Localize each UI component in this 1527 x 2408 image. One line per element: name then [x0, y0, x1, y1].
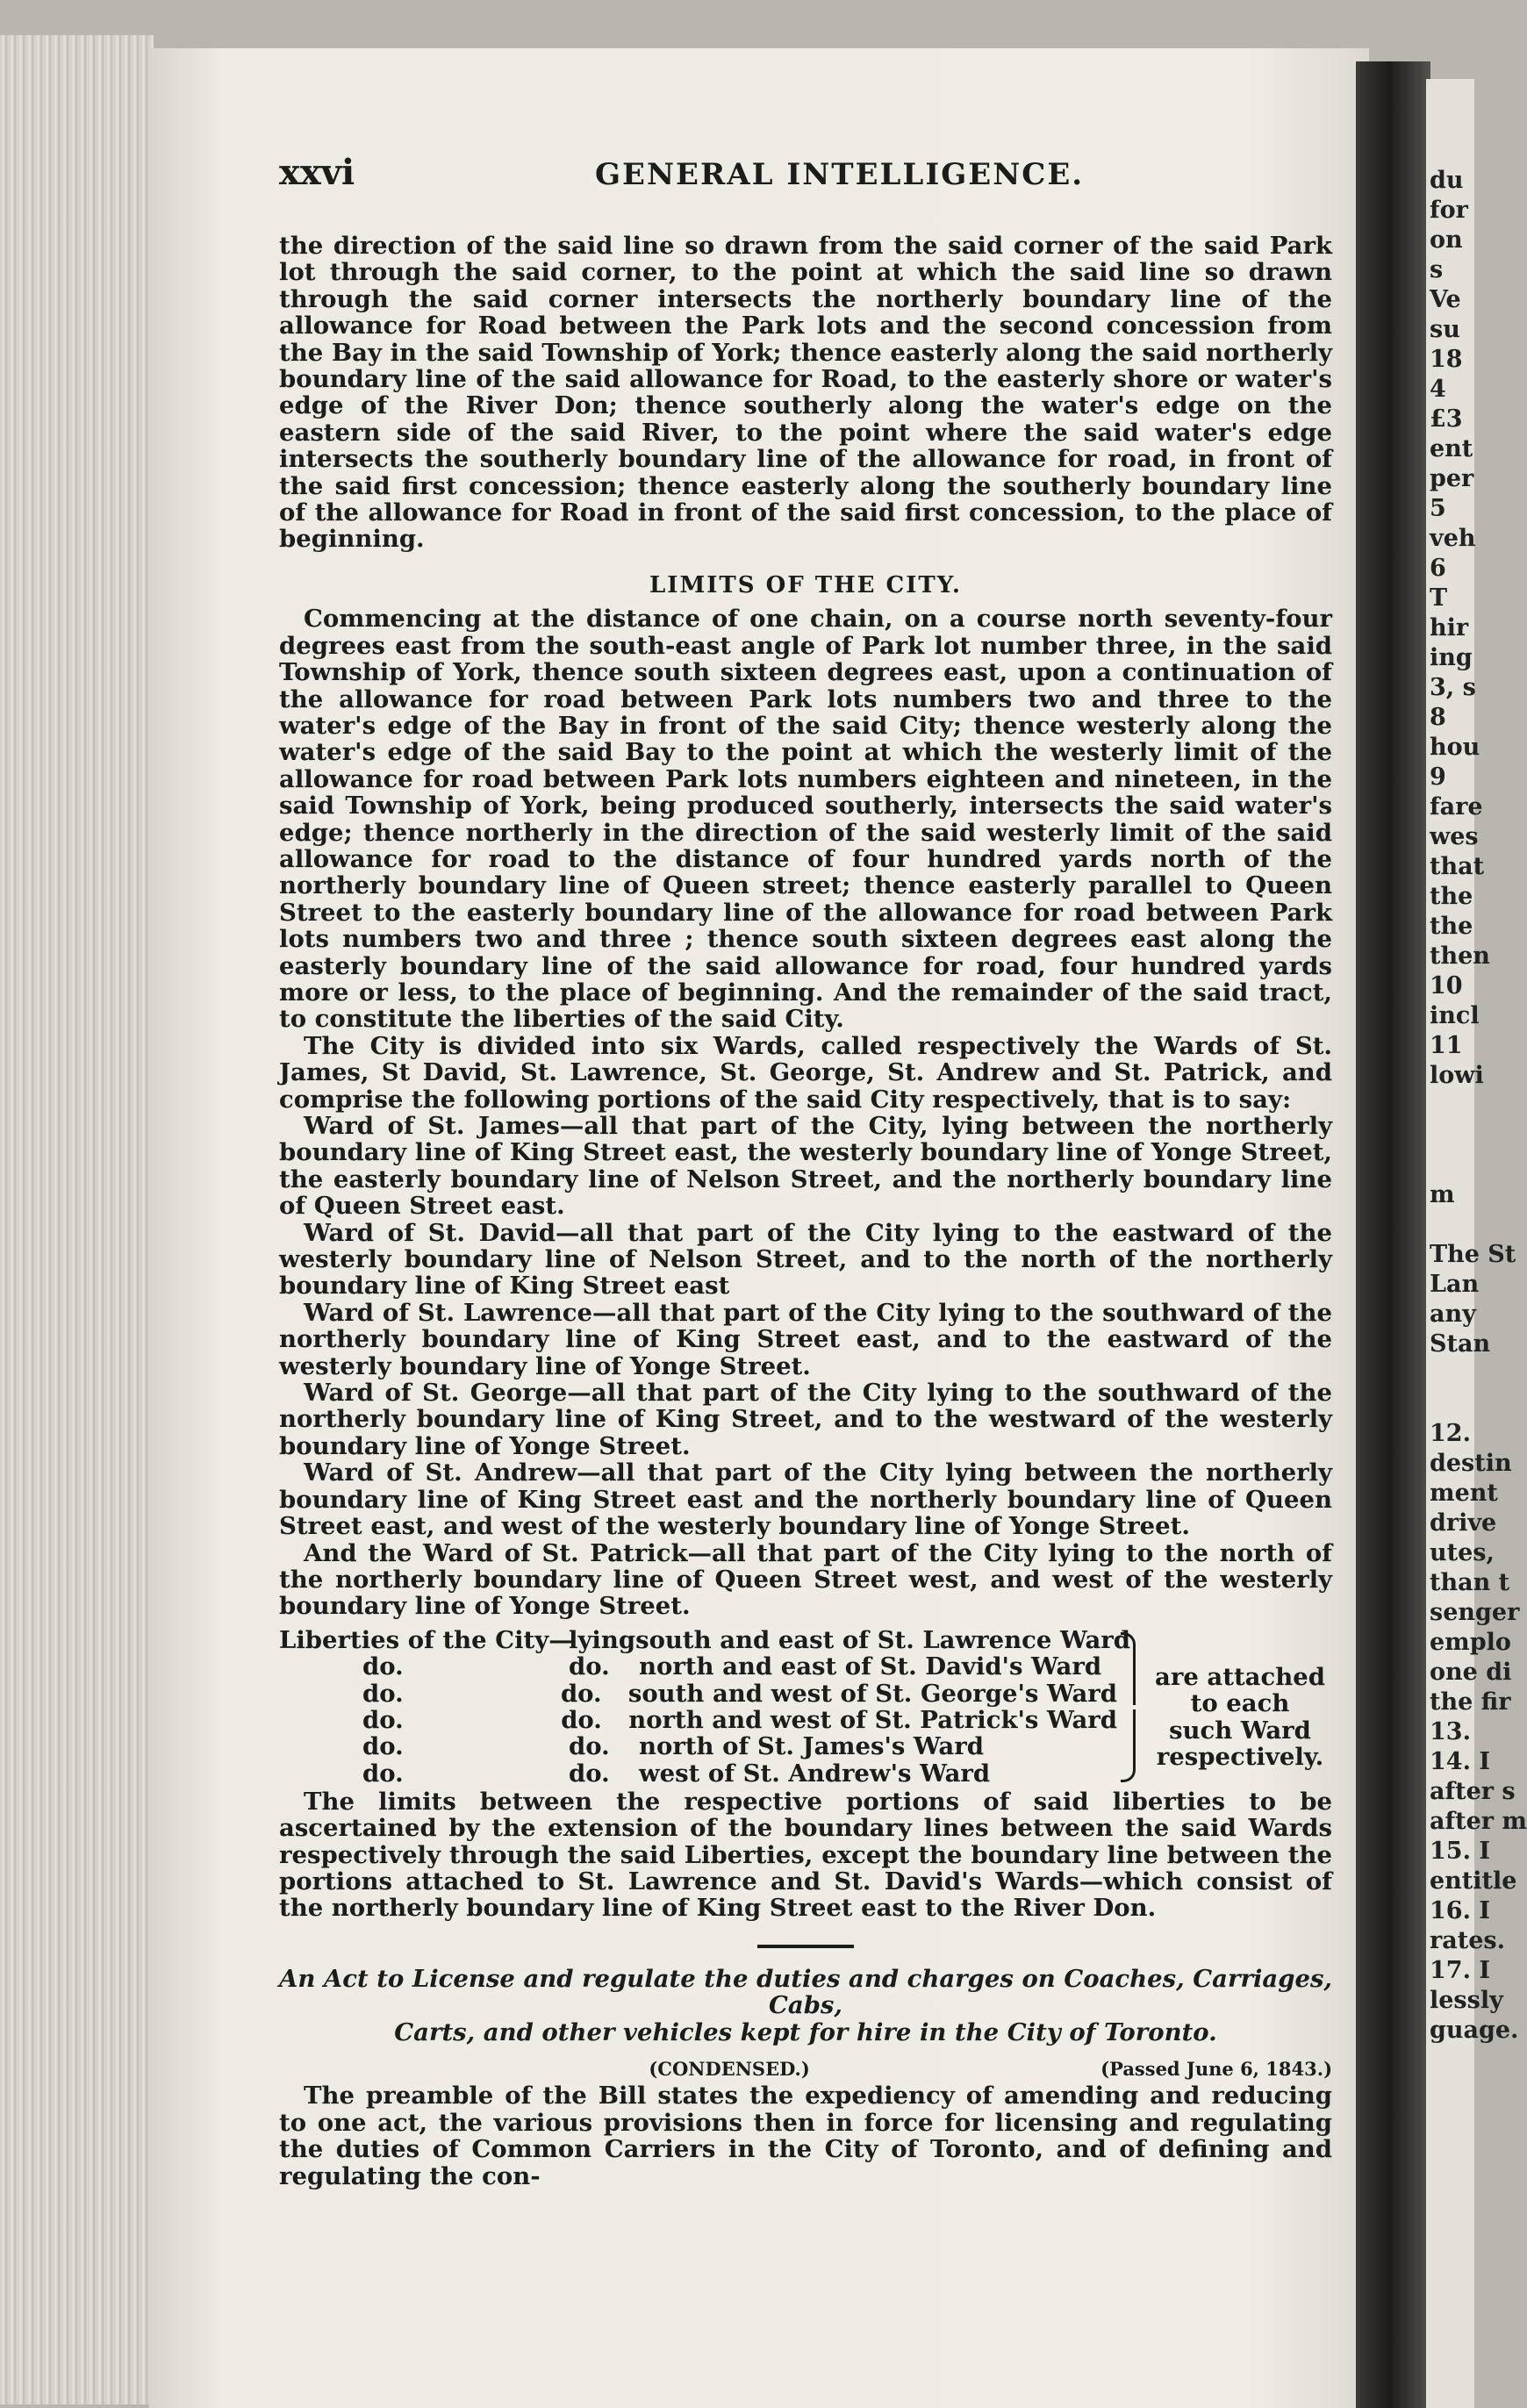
- facing-page-text: ent: [1430, 435, 1473, 462]
- book-page: [149, 48, 1369, 2408]
- liberties-col3: north of St. James's Ward: [639, 1732, 984, 1761]
- facing-page-text: s: [1430, 256, 1444, 283]
- facing-page-text: lessly: [1430, 1987, 1503, 2014]
- liberties-note-line: such Ward: [1169, 1716, 1311, 1745]
- book-page-edges: [0, 35, 154, 2404]
- liberties-col3: north and west of St. Patrick's Ward: [628, 1705, 1117, 1734]
- facing-page-text: 16. I: [1430, 1897, 1491, 1924]
- liberties-col3: west of St. Andrew's Ward: [639, 1759, 991, 1788]
- ward-st-george-paragraph: Ward of St. George—all that part of the City lying to the southward of the northerly boundary line of King Street, and to the westward of the westerly boundary line of Yonge Street.: [279, 1379, 1332, 1460]
- facing-page-text: du: [1430, 167, 1464, 194]
- facing-page-text: £3: [1430, 405, 1463, 433]
- table-row: [279, 1625, 1130, 1654]
- liberties-col1: do.: [362, 1705, 404, 1734]
- facing-page-text: 10: [1430, 972, 1463, 1000]
- facing-page-text: 18: [1430, 346, 1463, 373]
- facing-page-text: senger: [1430, 1599, 1520, 1626]
- facing-page-text: 3, s: [1430, 674, 1476, 701]
- facing-page-text: on: [1430, 226, 1463, 254]
- liberties-col2: do.: [561, 1705, 602, 1734]
- book-gutter-shadow: [1356, 61, 1430, 2408]
- facing-page-text: 9: [1430, 763, 1446, 791]
- curly-brace: [1117, 1629, 1152, 1788]
- ward-st-patrick-paragraph: And the Ward of St. Patrick—all that part of the City lying to the north of the northerly boundary line of Queen Street west, and west of the westerly boundary line of Yonge Street.: [279, 1538, 1332, 1621]
- facing-page-text: 15. I: [1430, 1838, 1491, 1865]
- facing-page-text: the: [1430, 913, 1473, 940]
- table-row: [279, 1733, 1117, 1759]
- liberties-table: [279, 1627, 1332, 1788]
- table-row: [279, 1653, 1117, 1680]
- preamble-paragraph: The preamble of the Bill states the expediency of amending and reducing to one act, the various provisions then in force for licensing and regulating the duties of Common Carriers in the City of Toronto, and of defining and regulating the con-: [279, 2082, 1332, 2190]
- running-header: [279, 152, 1323, 204]
- act-title-line: Carts, and other vehicles kept for hire in the City of Toronto.: [394, 2017, 1217, 2046]
- facing-page-text: Ve: [1430, 286, 1461, 313]
- liberties-col2: do.: [569, 1732, 610, 1761]
- facing-page-text: per: [1430, 465, 1474, 492]
- facing-page-text: that: [1430, 853, 1485, 880]
- header-title: GENERAL INTELLIGENCE.: [595, 157, 1085, 192]
- liberties-col3: south and west of St. George's Ward: [627, 1679, 1117, 1708]
- facing-page-text: wes: [1430, 823, 1479, 850]
- facing-page-text: incl: [1430, 1002, 1480, 1029]
- facing-page-text: ment: [1430, 1480, 1498, 1507]
- facing-page-text: m: [1430, 1181, 1455, 1208]
- facing-page-text: any: [1430, 1301, 1476, 1328]
- liberties-col1: do.: [362, 1759, 404, 1788]
- facing-page-text: after s: [1430, 1778, 1516, 1805]
- act-title-line: An Act to License and regulate the duties and charges on Coaches, Carriages, Cabs,: [279, 1964, 1332, 2020]
- facing-page-text: rates.: [1430, 1927, 1505, 1954]
- liberties-note: [1152, 1627, 1328, 1788]
- facing-page-text: drive: [1430, 1509, 1497, 1537]
- facing-page-text: Lan: [1430, 1271, 1480, 1298]
- table-row: [279, 1760, 1117, 1787]
- facing-page-text: one di: [1430, 1659, 1512, 1686]
- facing-page-text: utes,: [1430, 1539, 1495, 1566]
- facing-page-text: the fir: [1430, 1688, 1511, 1716]
- facing-page-text: the: [1430, 883, 1473, 910]
- page-body: [279, 233, 1332, 2189]
- liberties-col1: do.: [362, 1732, 404, 1761]
- facing-page-text: T: [1430, 584, 1448, 612]
- facing-page-text: destin: [1430, 1450, 1512, 1477]
- liberties-rows: [279, 1625, 1130, 1788]
- facing-page-text: guage.: [1430, 2017, 1519, 2044]
- opening-paragraph: the direction of the said line so drawn from the said corner of the said Park lot through the said corner, to the point at which the said line so drawn through the said corner intersects the northerly boundary line of the allowance for Road between the Park lots and the second concession from the Bay in the said Township of York; thence easterly along the said northerly boundary line of the said allowance for Road, to the easterly shore or water's edge of the River Don; thence southerly along the water's edge on the eastern side of the said River, to the point where the said water's edge intersects the southerly boundary line of the allowance for road, in front of the said first concession; thence easterly along the southerly boundary line of the allowance for Road in front of the said first concession, to the place of beginning.: [279, 232, 1332, 554]
- facing-page-text: Stan: [1430, 1330, 1491, 1358]
- liberties-col2: lying: [569, 1625, 636, 1654]
- facing-page-text: then: [1430, 942, 1490, 970]
- act-title: [279, 1966, 1332, 2046]
- limits-paragraph: Commencing at the distance of one chain, on a course north seventy-four degrees east from the south-east angle of Park lot number three, in the said Township of York, thence south sixteen degrees east, upon a continuation of the allowance for road between Park lots numbers two and three to the water's edge of the Bay in front of the said City; thence westerly along the water's edge of the said Bay to the point at which the westerly limit of the allowance for road between Park lots numbers eighteen and nineteen, in the said Township of York, being produced southerly, intersects the said water's edge; thence northerly in the direction of the said westerly limit of the said allowance for road to the distance of four hundred yards north of the northerly boundary line of Queen street; thence easterly parallel to Queen Street to the easterly boundary line of the allowance for road between Park lots numbers two and three ; thence south sixteen degrees east along the easterly boundary line of the said allowance for road, four hundred yards more or less, to the place of beginning. And the remainder of the said tract, to constitute the liberties of the said City.: [279, 605, 1332, 1034]
- liberties-col2: do.: [569, 1652, 610, 1681]
- liberties-col2: do.: [560, 1679, 602, 1708]
- liberties-note-line: respectively.: [1156, 1742, 1324, 1771]
- condensed-line: [279, 2056, 1332, 2082]
- liberties-col1: do.: [362, 1679, 404, 1708]
- facing-page-text: ing: [1430, 644, 1473, 671]
- facing-page-text: 13.: [1430, 1718, 1471, 1745]
- facing-page-text: for: [1430, 197, 1468, 224]
- condensed-label: (CONDENSED.): [649, 2057, 810, 2080]
- facing-page-text: The St: [1430, 1241, 1516, 1268]
- liberties-col3: north and east of St. David's Ward: [639, 1652, 1102, 1681]
- facing-page-text: hir: [1430, 614, 1469, 641]
- limits-closing-paragraph: The limits between the respective portions of said liberties to be ascertained by the extension of the boundary lines between the said Wards respectively through the said Liberties, except the boundary line between the portions attached to St. Lawrence and St. David's Wards—which consist of the northerly boundary line of King Street east to the River Don.: [279, 1787, 1332, 1923]
- facing-page-text: 14. I: [1430, 1748, 1491, 1775]
- liberties-note-line: are attached: [1155, 1662, 1325, 1691]
- facing-page-text: 5: [1430, 495, 1446, 522]
- facing-page-text: veh: [1430, 525, 1476, 552]
- facing-page-text: entitle: [1430, 1867, 1517, 1895]
- page-number: xxvi: [279, 152, 355, 193]
- liberties-col1: Liberties of the City—: [279, 1625, 573, 1654]
- facing-page-text: lowi: [1430, 1062, 1484, 1089]
- facing-page-fragment: [1426, 79, 1527, 2408]
- passed-date: (Passed June 6, 1843.): [1100, 2057, 1332, 2080]
- facing-page-text: 8: [1430, 704, 1446, 731]
- section-divider: [757, 1945, 854, 1948]
- wards-intro-paragraph: The City is divided into six Wards, called respectively the Wards of St. James, St David, St. Lawrence, St. George, St. Andrew and St. Patrick, and comprise the following portions of the said City respectively, that is to say:: [279, 1031, 1332, 1114]
- limits-heading: LIMITS OF THE CITY.: [649, 571, 962, 598]
- facing-page-text: after m: [1430, 1808, 1527, 1835]
- table-row: [279, 1681, 1117, 1707]
- table-row: [279, 1707, 1117, 1733]
- facing-page-text: su: [1430, 316, 1460, 343]
- facing-page-text: fare: [1430, 793, 1483, 821]
- facing-page-text: 11: [1430, 1032, 1463, 1059]
- facing-page-text: than t: [1430, 1569, 1510, 1596]
- facing-page-text: emplo: [1430, 1629, 1511, 1656]
- ward-st-david-paragraph: Ward of St. David—all that part of the City lying to the eastward of the westerly boundary line of Nelson Street, and to the north of the northerly boundary line of King Street east: [279, 1218, 1332, 1301]
- facing-page-text: 17. I: [1430, 1957, 1491, 1984]
- liberties-col1: do.: [362, 1652, 404, 1681]
- liberties-col3: south and east of St. Lawrence Ward: [635, 1625, 1130, 1654]
- liberties-col2: do.: [569, 1759, 610, 1788]
- liberties-note-line: to each: [1190, 1689, 1290, 1718]
- ward-st-james-paragraph: Ward of St. James—all that part of the City, lying between the northerly boundary line of King Street east, the westerly boundary line of Yonge Street, the easterly boundary line of Nelson Street, and the northerly boundary line of Queen Street east.: [279, 1112, 1332, 1221]
- ward-st-andrew-paragraph: Ward of St. Andrew—all that part of the City lying between the northerly boundary line of King Street east and the northerly boundary line of Queen Street east, and west of the westerly boundary line of Yonge Street.: [279, 1458, 1332, 1541]
- facing-page-text: 12.: [1430, 1420, 1471, 1447]
- facing-page-text: hou: [1430, 734, 1480, 761]
- ward-st-lawrence-paragraph: Ward of St. Lawrence—all that part of the City lying to the southward of the northerly boundary line of King Street east, and to the eastward of the westerly boundary line of Yonge Street.: [279, 1298, 1332, 1380]
- facing-page-text: 4: [1430, 376, 1446, 403]
- facing-page-text: 6: [1430, 555, 1446, 582]
